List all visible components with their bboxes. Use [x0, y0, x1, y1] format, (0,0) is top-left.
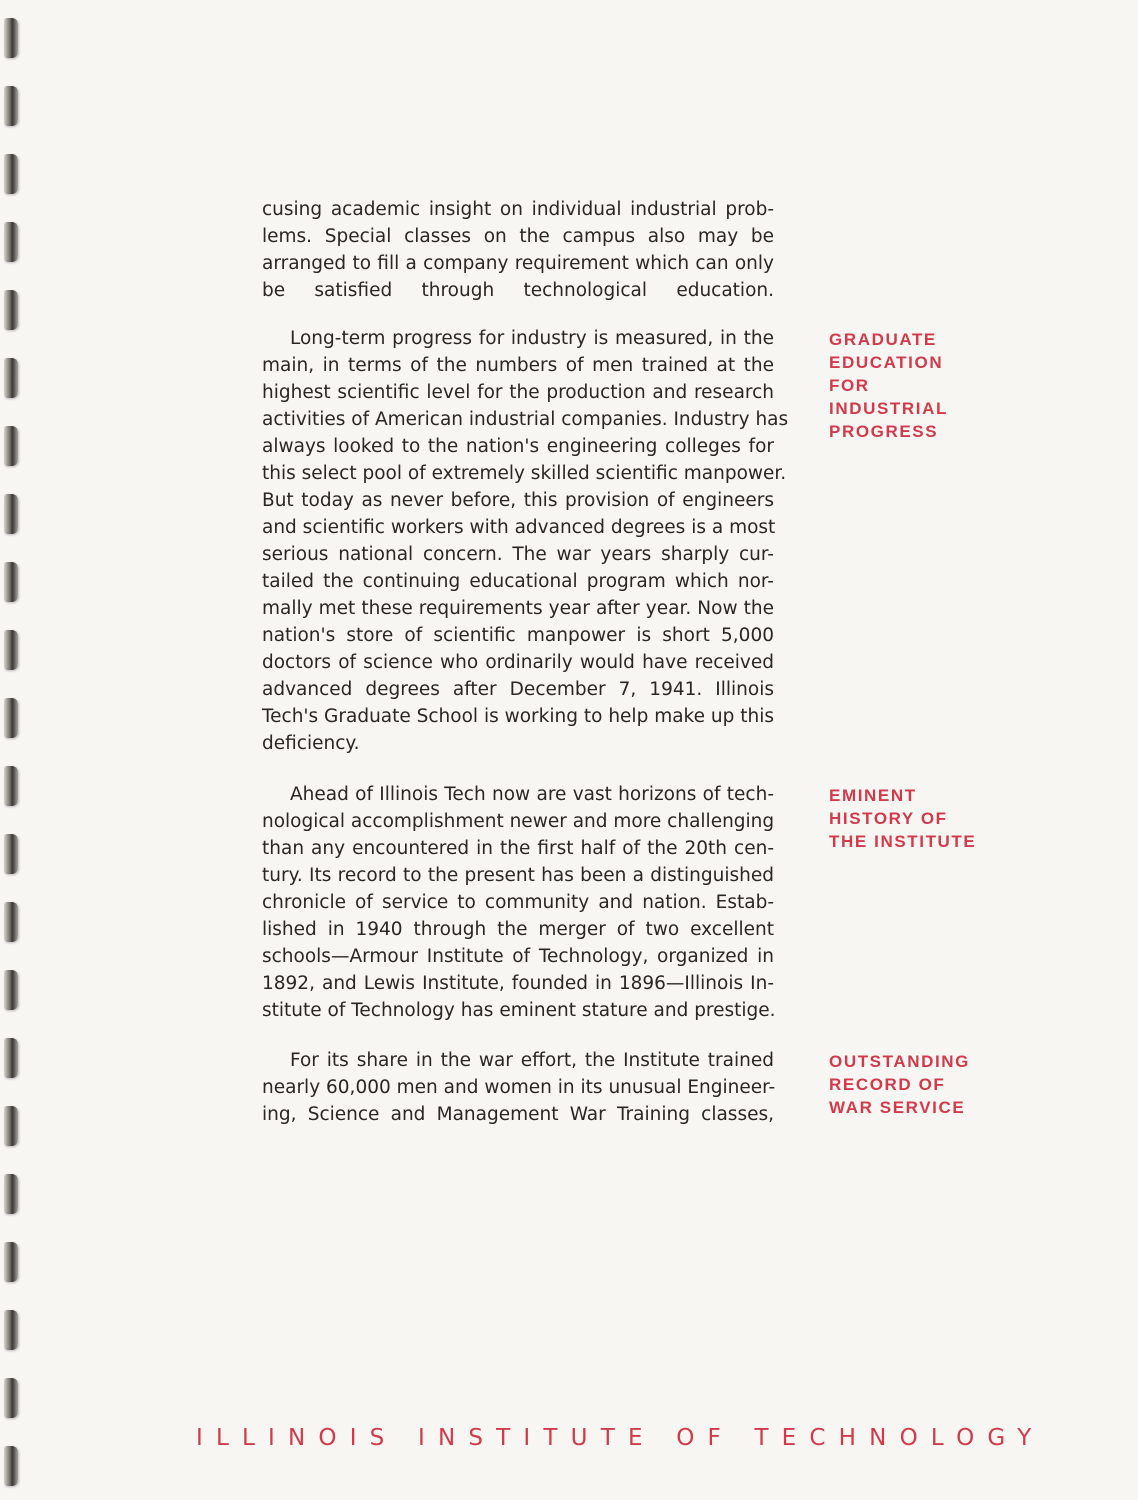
- side-heading-line: WAR SERVICE: [829, 1098, 966, 1117]
- text-line: nation's store of scientific manpower is short 5,000: [262, 625, 774, 646]
- binding-ring: [4, 834, 18, 874]
- text-line: highest scientific level for the production and research: [262, 382, 774, 403]
- text-line: tury. Its record to the present has been a distinguished: [262, 865, 774, 886]
- text-line: be satisfied through technological education.: [262, 280, 774, 301]
- binding-ring: [4, 562, 18, 602]
- text-line: cusing academic insight on individual industrial prob-: [262, 199, 774, 220]
- side-heading-line: HISTORY OF: [829, 809, 948, 828]
- text-line: lems. Special classes on the campus also may be: [262, 226, 774, 247]
- text-line: mally met these requirements year after year. Now the: [262, 598, 774, 619]
- side-heading-war-service: [829, 1050, 970, 1119]
- text-line: advanced degrees after December 7, 1941. Illinois: [262, 679, 774, 700]
- paragraph-1: [262, 196, 774, 304]
- binding-ring: [4, 154, 18, 194]
- text-line: ing, Science and Management War Training classes,: [262, 1104, 774, 1125]
- side-heading-line: RECORD OF: [829, 1075, 946, 1094]
- spiral-binding: [0, 0, 30, 1500]
- text-line: Tech's Graduate School is working to help make up this: [262, 706, 774, 727]
- text-line: tailed the continuing educational program which nor-: [262, 571, 774, 592]
- side-heading-line: THE INSTITUTE: [829, 832, 977, 851]
- binding-ring: [4, 1446, 18, 1486]
- paragraph-4: [262, 1047, 774, 1128]
- text-line: For its share in the war effort, the Institute trained: [290, 1050, 774, 1071]
- text-line: nearly 60,000 men and women in its unusual Engineer-: [262, 1077, 776, 1098]
- binding-ring: [4, 290, 18, 330]
- text-line: But today as never before, this provision of engineers: [262, 490, 774, 511]
- side-heading-line: PROGRESS: [829, 422, 939, 441]
- text-line: Ahead of Illinois Tech now are vast horizons of tech-: [290, 784, 774, 805]
- binding-ring: [4, 1038, 18, 1078]
- paragraph-3: [262, 781, 774, 1024]
- text-line: deficiency.: [262, 733, 360, 754]
- binding-ring: [4, 1378, 18, 1418]
- binding-ring: [4, 1106, 18, 1146]
- text-line: 1892, and Lewis Institute, founded in 1896—Illinois In-: [262, 973, 774, 994]
- binding-ring: [4, 358, 18, 398]
- side-heading-line: EMINENT: [829, 786, 917, 805]
- text-line: and scientific workers with advanced degrees is a most: [262, 517, 776, 538]
- binding-ring: [4, 222, 18, 262]
- side-heading-line: OUTSTANDING: [829, 1052, 970, 1071]
- binding-ring: [4, 86, 18, 126]
- side-heading-line: FOR: [829, 376, 870, 395]
- text-line: arranged to fill a company requirement which can only: [262, 253, 774, 274]
- side-heading-eminent-history: [829, 784, 976, 853]
- paragraph-2: [262, 325, 789, 757]
- side-heading-line: EDUCATION: [829, 353, 944, 372]
- text-line: Long-term progress for industry is measured, in the: [290, 328, 774, 349]
- side-heading-line: GRADUATE: [829, 330, 937, 349]
- side-heading-line: INDUSTRIAL: [829, 399, 948, 418]
- binding-ring: [4, 902, 18, 942]
- binding-ring: [4, 1174, 18, 1214]
- text-line: always looked to the nation's engineering colleges for: [262, 436, 774, 457]
- binding-ring: [4, 766, 18, 806]
- footer-institution-name: ILLINOIS INSTITUTE OF TECHNOLOGY: [196, 1425, 1045, 1451]
- binding-ring: [4, 494, 18, 534]
- text-line: nological accomplishment newer and more challenging: [262, 811, 775, 832]
- binding-ring: [4, 630, 18, 670]
- text-line: main, in terms of the numbers of men trained at the: [262, 355, 774, 376]
- binding-ring: [4, 1242, 18, 1282]
- text-line: chronicle of service to community and nation. Estab-: [262, 892, 774, 913]
- text-line: schools—Armour Institute of Technology, organized in: [262, 946, 774, 967]
- binding-ring: [4, 698, 18, 738]
- text-line: serious national concern. The war years sharply cur-: [262, 544, 774, 565]
- text-line: activities of American industrial companies. Industry has: [262, 409, 789, 430]
- text-line: doctors of science who ordinarily would have received: [262, 652, 774, 673]
- binding-ring: [4, 1310, 18, 1350]
- binding-ring: [4, 18, 18, 58]
- text-line: this select pool of extremely skilled scientific manpower.: [262, 463, 787, 484]
- text-line: stitute of Technology has eminent stature and prestige.: [262, 1000, 776, 1021]
- binding-ring: [4, 970, 18, 1010]
- text-line: than any encountered in the first half of the 20th cen-: [262, 838, 774, 859]
- text-line: lished in 1940 through the merger of two excellent: [262, 919, 774, 940]
- side-heading-graduate-education: [829, 328, 948, 443]
- binding-ring: [4, 426, 18, 466]
